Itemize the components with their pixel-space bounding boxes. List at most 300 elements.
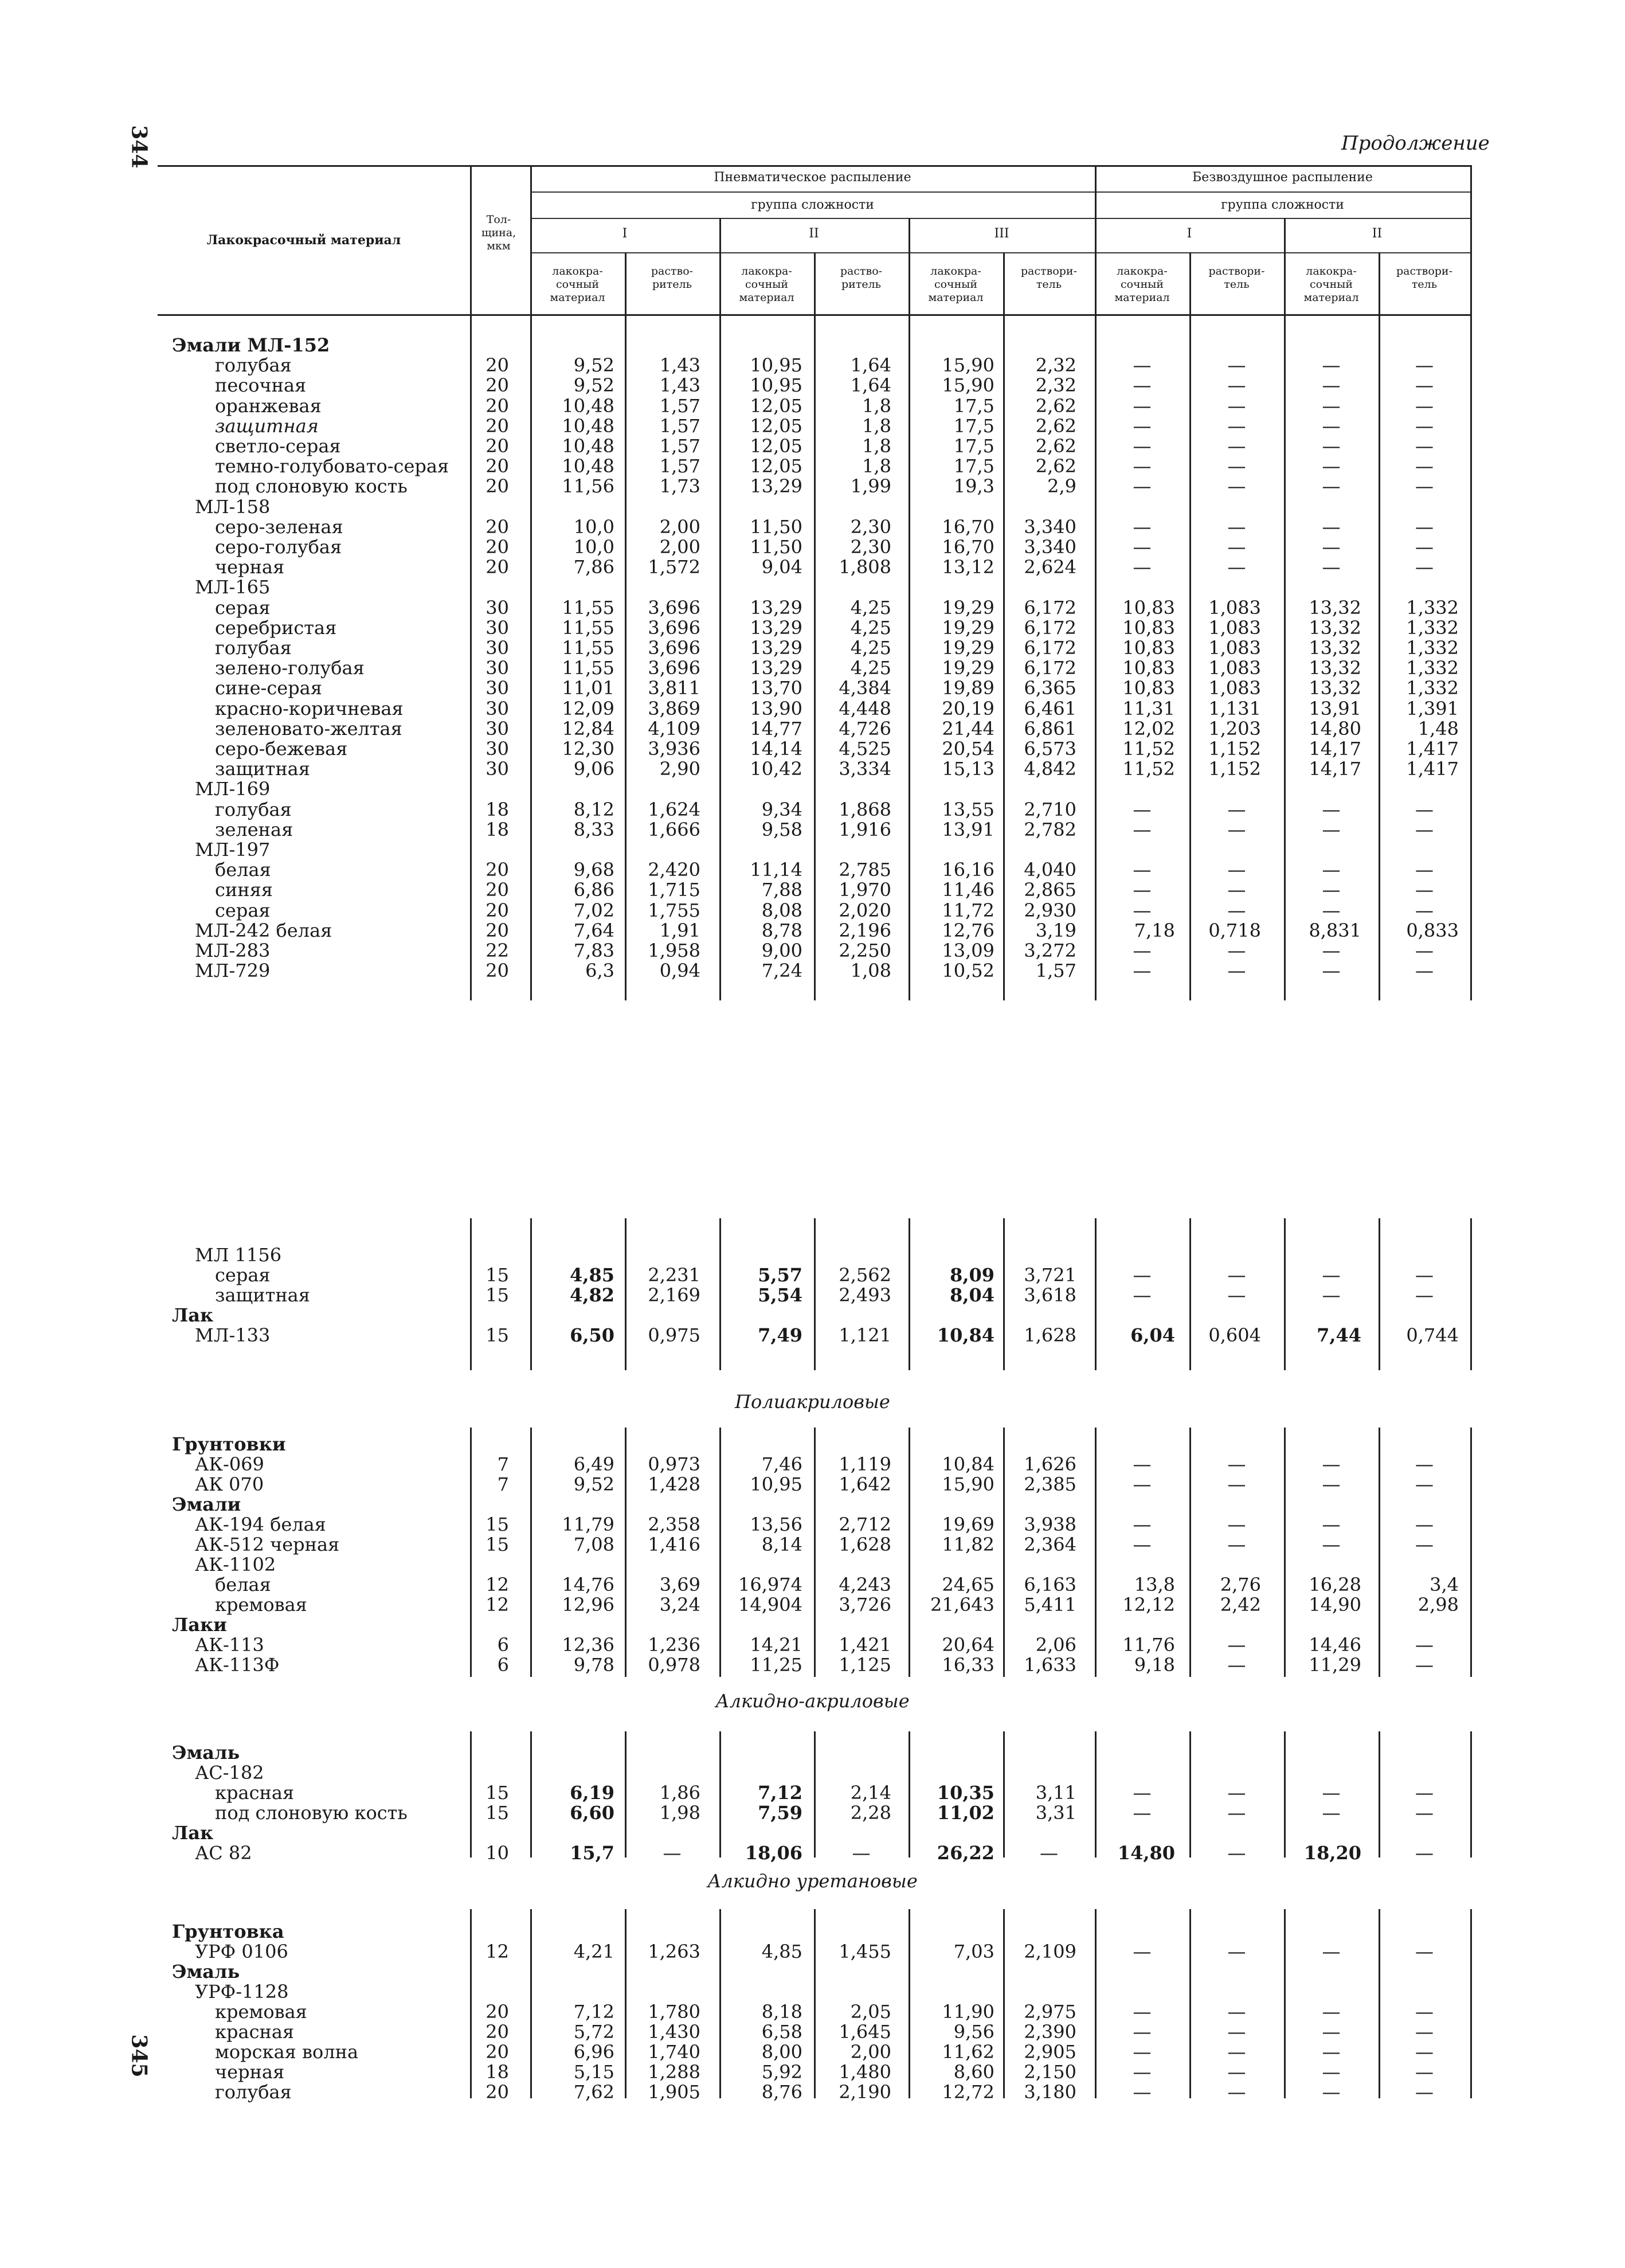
cell-value: 13,32: [1309, 637, 1361, 659]
cell-value: 6,60: [570, 1802, 614, 1824]
cell-value: 2,975: [1024, 2001, 1076, 2023]
row-name: УРФ-1128: [195, 1981, 289, 2003]
cell-value: 2,62: [1035, 455, 1076, 478]
cell-value: 3,24: [659, 1594, 700, 1616]
cell-value: 17,5: [953, 435, 994, 457]
subheader-paint-7: лакокра- сочный материал: [1114, 265, 1170, 304]
cell-value: —: [1415, 1802, 1434, 1824]
cell-value: 17,5: [953, 455, 994, 478]
cell-value: 8,78: [761, 919, 802, 941]
header-vrule: [470, 165, 472, 315]
cell-value: 10,83: [1122, 616, 1175, 639]
cell-value: —: [1133, 859, 1152, 881]
cell-value: 3,696: [648, 637, 700, 659]
cell-value: 5,72: [573, 2021, 614, 2043]
cell-value: —: [1227, 1802, 1246, 1824]
cell-value: 9,52: [573, 354, 614, 377]
column-rule: [1095, 1428, 1097, 1677]
cell-value: 8,00: [761, 2041, 802, 2063]
cell-value: —: [1322, 1473, 1341, 1495]
cell-value: —: [1415, 1453, 1434, 1475]
row-name: Эмали МЛ-152: [172, 334, 330, 356]
row-name: АК-069: [195, 1453, 264, 1475]
cell-value: —: [1415, 879, 1434, 901]
cell-value: 11,50: [750, 536, 802, 558]
cell-value: 16,33: [942, 1654, 994, 1676]
cell-value: 13,90: [750, 697, 802, 719]
cell-value: 18,20: [1303, 1842, 1361, 1864]
cell-value: —: [1133, 940, 1152, 961]
cell-value: 19,69: [942, 1514, 994, 1535]
cell-value: 1,808: [839, 556, 891, 578]
subheader-paint-3: лакокра- сочный материал: [739, 265, 794, 304]
cell-value: 2,98: [1418, 1594, 1459, 1616]
cell-value: 8,08: [761, 899, 802, 921]
cell-value: 14,77: [750, 717, 802, 740]
header-airless: Безвоздушное распыление: [1192, 170, 1373, 185]
cell-value: —: [1415, 1473, 1434, 1495]
cell-value: —: [1415, 1514, 1434, 1535]
cell-value: 1,428: [648, 1473, 700, 1495]
cell-value: —: [1415, 1941, 1434, 1962]
column-rule: [470, 1909, 472, 2098]
column-rule: [909, 315, 910, 1000]
row-name: серая: [215, 899, 271, 921]
column-rule: [530, 1731, 532, 1858]
cell-value: 2,196: [839, 919, 891, 941]
cell-value: 16,28: [1309, 1574, 1361, 1596]
cell-value: 11,90: [942, 2001, 994, 2023]
cell-thickness: 18: [485, 818, 509, 840]
cell-thickness: 15: [485, 1514, 509, 1535]
cell-value: 12,05: [750, 394, 802, 417]
cell-thickness: 30: [485, 637, 509, 659]
cell-value: 8,14: [761, 1534, 802, 1555]
cell-value: 2,785: [839, 859, 891, 881]
cell-value: 2,62: [1035, 415, 1076, 437]
row-name: черная: [215, 556, 285, 578]
cell-value: —: [1415, 515, 1434, 538]
header-thickness: Тол- щина, мкм: [481, 213, 516, 252]
cell-value: 6,19: [570, 1782, 614, 1804]
column-rule: [1470, 1428, 1472, 1677]
cell-thickness: 20: [485, 515, 509, 538]
cell-value: 4,85: [761, 1941, 802, 1962]
cell-value: 1,119: [839, 1453, 891, 1475]
cell-thickness: 20: [485, 2021, 509, 2043]
cell-value: 7,49: [758, 1324, 802, 1346]
cell-value: —: [1227, 798, 1246, 820]
cell-value: 14,21: [750, 1634, 802, 1656]
cell-value: —: [1227, 435, 1246, 457]
cell-value: 10,84: [937, 1324, 994, 1346]
cell-value: 3,11: [1035, 1782, 1076, 1804]
cell-value: —: [1415, 394, 1434, 417]
cell-value: 19,89: [942, 677, 994, 699]
cell-value: 7,24: [761, 960, 802, 982]
cell-thickness: 10: [485, 1842, 509, 1864]
row-name: АС-182: [195, 1762, 264, 1784]
cell-value: 0,718: [1208, 919, 1261, 941]
row-name: зелено-голубая: [215, 657, 365, 679]
cell-value: 2,250: [839, 940, 891, 961]
cell-value: 1,416: [648, 1534, 700, 1555]
column-rule: [1470, 1218, 1472, 1370]
cell-thickness: 30: [485, 758, 509, 780]
cell-value: 13,32: [1309, 616, 1361, 639]
header-g2-pneumatic: II: [809, 226, 819, 241]
cell-value: —: [1133, 1782, 1152, 1804]
cell-value: 1,083: [1208, 657, 1261, 679]
cell-value: —: [1415, 2081, 1434, 2103]
cell-value: 2,865: [1024, 879, 1076, 901]
row-name: АК 070: [195, 1473, 264, 1495]
cell-value: 11,25: [750, 1654, 802, 1676]
cell-thickness: 20: [485, 879, 509, 901]
cell-value: 21,643: [930, 1594, 994, 1616]
row-name: темно-голубовато-серая: [215, 455, 449, 478]
cell-value: —: [1415, 1842, 1434, 1864]
cell-value: —: [1322, 556, 1341, 578]
header-vrule: [909, 218, 910, 315]
cell-value: 8,18: [761, 2001, 802, 2023]
cell-value: 1,780: [648, 2001, 700, 2023]
cell-value: 12,72: [942, 2081, 994, 2103]
column-rule: [1284, 1218, 1286, 1370]
cell-value: —: [1322, 415, 1341, 437]
column-rule: [1379, 1731, 1380, 1858]
cell-thickness: 6: [497, 1654, 509, 1676]
cell-value: 7,83: [573, 940, 614, 961]
cell-value: 1,263: [648, 1941, 700, 1962]
cell-value: 12,05: [750, 435, 802, 457]
cell-value: —: [1227, 1941, 1246, 1962]
cell-value: —: [1227, 2041, 1246, 2063]
cell-value: 3,4: [1430, 1574, 1459, 1596]
cell-value: 1,970: [839, 879, 891, 901]
cell-value: —: [1227, 2081, 1246, 2103]
cell-value: 8,831: [1309, 919, 1361, 941]
cell-value: 13,70: [750, 677, 802, 699]
cell-value: —: [1415, 556, 1434, 578]
cell-value: 2,150: [1024, 2061, 1076, 2083]
cell-value: 13,32: [1309, 677, 1361, 699]
cell-value: 4,384: [839, 677, 891, 699]
cell-value: 6,365: [1024, 677, 1076, 699]
cell-value: 1,421: [839, 1634, 891, 1656]
cell-value: 11,46: [942, 879, 994, 901]
cell-value: —: [1322, 2001, 1341, 2023]
cell-thickness: 15: [485, 1284, 509, 1306]
cell-value: —: [1322, 940, 1341, 961]
cell-value: 13,29: [750, 657, 802, 679]
cell-value: 19,3: [953, 475, 994, 498]
cell-value: 16,974: [738, 1574, 802, 1596]
header-vrule: [625, 252, 626, 315]
cell-value: —: [1415, 435, 1434, 457]
row-name: зеленовато-желтая: [215, 717, 402, 740]
header-vrule: [1095, 165, 1097, 315]
cell-value: 4,726: [839, 717, 891, 740]
cell-value: 1,332: [1406, 657, 1459, 679]
cell-value: 2,90: [659, 758, 700, 780]
cell-value: 7,44: [1317, 1324, 1361, 1346]
cell-value: 2,05: [850, 2001, 891, 2023]
cell-value: —: [1133, 374, 1152, 397]
column-rule: [1189, 315, 1191, 1000]
cell-value: 20,54: [942, 738, 994, 760]
cell-value: —: [1322, 960, 1341, 982]
cell-value: 8,04: [950, 1284, 994, 1306]
cell-value: —: [1227, 2021, 1246, 2043]
cell-value: 2,62: [1035, 435, 1076, 457]
cell-value: 6,3: [585, 960, 614, 982]
column-rule: [530, 1218, 532, 1370]
cell-value: 7,59: [758, 1802, 802, 1824]
column-rule: [814, 315, 816, 1000]
row-name: МЛ-729: [195, 960, 271, 982]
row-name: серо-зеленая: [215, 515, 343, 538]
cell-value: 10,84: [942, 1453, 994, 1475]
subheader-paint-1: лакокра- сочный материал: [550, 265, 605, 304]
cell-value: 9,68: [573, 859, 614, 881]
row-name: морская волна: [215, 2041, 359, 2063]
cell-value: 6,172: [1024, 596, 1076, 619]
cell-value: —: [1322, 879, 1341, 901]
cell-value: 1,203: [1208, 717, 1261, 740]
cell-value: 4,525: [839, 738, 891, 760]
cell-value: 2,14: [850, 1782, 891, 1804]
cell-value: 5,15: [573, 2061, 614, 2083]
cell-value: 6,50: [570, 1324, 614, 1346]
cell-value: 3,31: [1035, 1802, 1076, 1824]
page-number-top: 344: [127, 125, 151, 169]
group-rule-airless: [1095, 191, 1470, 193]
cell-value: 3,334: [839, 758, 891, 780]
cell-value: —: [1227, 1634, 1246, 1656]
cell-value: —: [1227, 899, 1246, 921]
cell-value: 2,00: [659, 536, 700, 558]
cell-value: —: [1322, 859, 1341, 881]
column-rule: [814, 1909, 816, 2098]
cell-value: 13,32: [1309, 657, 1361, 679]
cell-value: —: [1415, 1284, 1434, 1306]
row-name: защитная: [215, 758, 310, 780]
cell-value: 12,96: [562, 1594, 614, 1616]
cell-value: 8,76: [761, 2081, 802, 2103]
cell-value: 11,52: [1122, 758, 1175, 780]
cell-value: —: [1322, 515, 1341, 538]
cell-value: 4,82: [570, 1284, 614, 1306]
cell-value: 1,332: [1406, 616, 1459, 639]
cell-value: 15,90: [942, 374, 994, 397]
section-alkyd-urethane: Алкидно уретановые: [707, 1870, 918, 1892]
cell-value: 11,50: [750, 515, 802, 538]
cell-value: —: [1133, 556, 1152, 578]
header-g1-pneumatic: I: [622, 226, 628, 241]
cell-value: 10,95: [750, 1473, 802, 1495]
cell-value: 2,782: [1024, 818, 1076, 840]
row-name: защитная: [215, 1284, 310, 1306]
cell-value: 2,020: [839, 899, 891, 921]
cell-value: 12,76: [942, 919, 994, 941]
cell-value: 3,69: [659, 1574, 700, 1596]
cell-value: 1,64: [850, 354, 891, 377]
cell-value: —: [1133, 1802, 1152, 1824]
column-rule: [1284, 1731, 1286, 1858]
row-name: голубая: [215, 798, 292, 820]
cell-value: 10,83: [1122, 637, 1175, 659]
cell-value: 13,91: [1309, 697, 1361, 719]
cell-value: 9,78: [573, 1654, 614, 1676]
cell-value: 0,978: [648, 1654, 700, 1676]
cell-value: 4,25: [850, 616, 891, 639]
cell-thickness: 6: [497, 1634, 509, 1656]
subheader-solvent-2: раство- ритель: [651, 265, 694, 291]
cell-value: —: [1227, 556, 1246, 578]
column-rule: [470, 1428, 472, 1677]
cell-value: 2,06: [1035, 1634, 1076, 1656]
cell-value: 11,14: [750, 859, 802, 881]
cell-value: 12,05: [750, 415, 802, 437]
cell-value: 11,02: [937, 1802, 994, 1824]
cell-value: —: [1322, 536, 1341, 558]
cell-value: 13,29: [750, 596, 802, 619]
cell-thickness: 20: [485, 374, 509, 397]
column-rule: [909, 1428, 910, 1677]
cell-value: 3,726: [839, 1594, 891, 1616]
column-rule: [719, 1428, 721, 1677]
section-alkyd-acryl: Алкидно-акриловые: [715, 1690, 910, 1712]
cell-value: 12,30: [562, 738, 614, 760]
cell-value: 6,163: [1024, 1574, 1076, 1596]
cell-value: 4,85: [570, 1264, 614, 1286]
cell-value: —: [1133, 899, 1152, 921]
cell-value: 3,272: [1024, 940, 1076, 961]
cell-value: 11,72: [942, 899, 994, 921]
cell-value: —: [1227, 818, 1246, 840]
cell-value: 7,02: [573, 899, 614, 921]
cell-value: 10,48: [562, 394, 614, 417]
row-name: красная: [215, 2021, 295, 2043]
row-name: белая: [215, 859, 271, 881]
cell-value: 11,52: [1122, 738, 1175, 760]
cell-value: 2,930: [1024, 899, 1076, 921]
row-name: МЛ-165: [195, 576, 271, 599]
header-vrule: [1284, 218, 1286, 315]
cell-value: 19,29: [942, 596, 994, 619]
cell-value: 1,98: [659, 1802, 700, 1824]
row-name: голубая: [215, 354, 292, 377]
cell-value: —: [1322, 1453, 1341, 1475]
cell-value: 3,811: [648, 677, 700, 699]
row-name: голубая: [215, 2081, 292, 2103]
cell-value: 1,417: [1406, 758, 1459, 780]
cell-value: 1,236: [648, 1634, 700, 1656]
cell-value: 0,833: [1406, 919, 1459, 941]
column-rule: [814, 1731, 816, 1858]
cell-value: —: [1415, 1264, 1434, 1286]
cell-value: 15,7: [570, 1842, 614, 1864]
cell-value: 1,626: [1024, 1453, 1076, 1475]
cell-value: —: [1133, 1473, 1152, 1495]
cell-thickness: 20: [485, 2041, 509, 2063]
cell-value: 2,169: [648, 1284, 700, 1306]
cell-value: 1,083: [1208, 637, 1261, 659]
continuation-label: Продолжение: [1341, 132, 1490, 155]
cell-value: 1,958: [648, 940, 700, 961]
cell-value: 16,16: [942, 859, 994, 881]
column-rule: [1379, 1909, 1380, 2098]
cell-value: 1,8: [862, 415, 891, 437]
cell-value: —: [1415, 374, 1434, 397]
row-name: черная: [215, 2061, 285, 2083]
cell-value: 9,04: [761, 556, 802, 578]
column-rule: [1095, 1218, 1097, 1370]
cell-value: 14,17: [1309, 738, 1361, 760]
cell-value: 12,36: [562, 1634, 614, 1656]
cell-value: 13,29: [750, 637, 802, 659]
cell-value: —: [1227, 1782, 1246, 1804]
cell-value: 10,95: [750, 374, 802, 397]
cell-value: 0,744: [1406, 1324, 1459, 1346]
cell-value: 1,86: [659, 1782, 700, 1804]
cell-value: 1,666: [648, 818, 700, 840]
cell-value: 1,740: [648, 2041, 700, 2063]
row-name: Лак: [172, 1822, 214, 1844]
row-name: МЛ 1156: [195, 1244, 282, 1266]
cell-value: 2,710: [1024, 798, 1076, 820]
header-group-pneumatic: группа сложности: [751, 198, 874, 212]
cell-value: —: [1322, 798, 1341, 820]
cell-value: 1,645: [839, 2021, 891, 2043]
cell-value: —: [1133, 2061, 1152, 2083]
cell-value: 10,48: [562, 455, 614, 478]
column-rule: [1470, 1731, 1472, 1858]
column-rule: [1003, 1731, 1005, 1858]
cell-value: —: [1415, 475, 1434, 498]
cell-value: —: [1227, 1264, 1246, 1286]
column-rule: [1003, 1218, 1005, 1370]
cell-value: 10,83: [1122, 657, 1175, 679]
cell-value: 6,573: [1024, 738, 1076, 760]
cell-value: 1,08: [850, 960, 891, 982]
cell-value: 2,30: [850, 515, 891, 538]
cell-value: 1,43: [659, 354, 700, 377]
cell-value: —: [1133, 394, 1152, 417]
cell-value: —: [1227, 455, 1246, 478]
cell-value: 5,57: [758, 1264, 802, 1286]
cell-value: 1,572: [648, 556, 700, 578]
cell-value: 1,57: [1035, 960, 1076, 982]
cell-thickness: 20: [485, 475, 509, 498]
cell-value: —: [1415, 859, 1434, 881]
cell-value: 2,30: [850, 536, 891, 558]
cell-value: —: [1415, 1782, 1434, 1804]
cell-value: —: [1133, 1264, 1152, 1286]
cell-value: 8,60: [953, 2061, 994, 2083]
row-name: МЛ-283: [195, 940, 271, 961]
cell-value: 2,358: [648, 1514, 700, 1535]
row-name: песочная: [215, 374, 307, 397]
row-name: зеленая: [215, 818, 293, 840]
cell-value: 2,109: [1024, 1941, 1076, 1962]
cell-value: 13,8: [1134, 1574, 1175, 1596]
cell-value: —: [1322, 475, 1341, 498]
cell-value: 5,54: [758, 1284, 802, 1306]
cell-value: —: [1322, 2041, 1341, 2063]
row-name: красно-коричневая: [215, 697, 404, 719]
